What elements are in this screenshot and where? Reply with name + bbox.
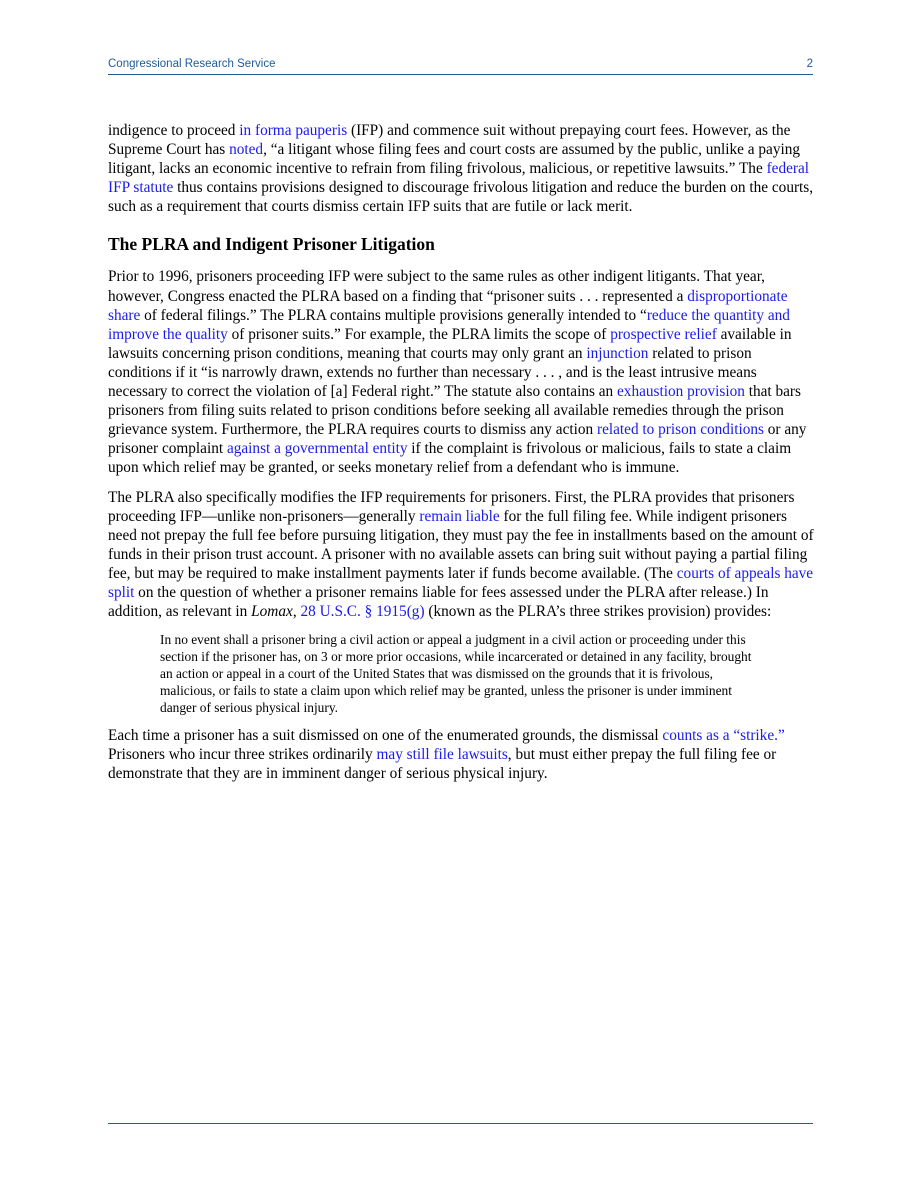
text-run: ,	[292, 603, 301, 621]
text-run: or any prisoner complaint	[108, 421, 807, 458]
text-run: , but must either prepay the full filing fee or demonstrate that they are in imminent danger of serious physical injury.	[108, 746, 777, 783]
page-number: 2	[806, 58, 813, 70]
link-federal-ifp-statute[interactable]: federal IFP statute	[108, 160, 810, 197]
paragraph-strikes	[108, 726, 814, 783]
link-prospective-relief[interactable]: prospective relief	[610, 325, 717, 343]
document-body	[108, 121, 814, 793]
text-run: if the complaint is frivolous or malicious, fails to state a claim upon which relief may be granted, or seeks monetary relief from a defendant who is immune.	[108, 440, 792, 477]
text-run: thus contains provisions designed to discourage frivolous litigation and reduce the burden on the courts, such as a requirement that courts dismiss certain IFP suits that are futile or lack merit.	[108, 179, 814, 216]
paragraph-ifp-intro	[108, 121, 814, 216]
link-disproportionate-share[interactable]: disproportionate share	[108, 287, 788, 324]
text-run: (known as the PLRA’s three strikes provision) provides:	[424, 603, 772, 621]
link-remain-liable[interactable]: remain liable	[419, 507, 500, 525]
link-governmental-entity[interactable]: against a governmental entity	[226, 440, 408, 458]
text-run: of federal filings.” The PLRA contains multiple provisions generally intended to “	[140, 306, 647, 324]
text-run: that bars prisoners from filing suits related to prison conditions before seeking all available remedies through the prison grievance system. Furthermore, the PLRA requires courts to dismiss any action	[108, 383, 801, 439]
link-usc-1915g[interactable]: 28 U.S.C. § 1915(g)	[300, 603, 425, 621]
link-prison-conditions[interactable]: related to prison conditions	[596, 421, 764, 439]
link-courts-split[interactable]: courts of appeals have split	[108, 564, 814, 601]
link-exhaustion-provision[interactable]: exhaustion provision	[617, 383, 745, 401]
paragraph-plra-history	[108, 267, 814, 477]
text-run: of prisoner suits.” For example, the PLRA limits the scope of	[227, 325, 611, 343]
text-run: Prisoners who incur three strikes ordinarily	[108, 746, 377, 764]
text-run: available in lawsuits concerning prison conditions, meaning that courts may only grant an	[108, 325, 792, 362]
text-run: for the full filing fee. While indigent prisoners need not prepay the full fee before pursuing litigation, they must pay the fee in installments based on the amount of funds in their prison trust account. A prisoner with no available assets can bring suit without paying a partial filing fee, but may be required to make installment payments later if funds become available. (The	[108, 507, 814, 582]
block-quote: In no event shall a prisoner bring a civil action or appeal a judgment in a civil action or proceeding under this section if the prisoner has, on 3 or more prior occasions, while incarcerated or detained in any facility, brought an action or appeal in a court of the United States that was dismissed on the grounds that it is frivolous, malicious, or fails to state a claim upon which relief may be granted, unless the prisoner is under imminent danger of serious physical injury.	[160, 632, 752, 716]
text-run: indigence to proceed	[108, 122, 240, 139]
text-run: related to prison conditions if it “is narrowly drawn, extends no further than necessary . . . , and is the least intrusive means necessary to correct the violation of [a] Federal right.” The statute also contains an	[108, 344, 757, 401]
text-run: , “a litigant whose filing fees and court costs are assumed by the public, unlike a paying litigant, lacks an economic incentive to refrain from filing frivolous, malicious, or repetitive lawsuits.” The	[108, 141, 801, 178]
text-run: (IFP) and commence suit without prepaying court fees. However, as the Supreme Court has	[108, 122, 791, 159]
case-name-italic: Lomax	[251, 603, 293, 621]
paragraph-ifp-requirements	[108, 488, 814, 622]
link-counts-as-strike[interactable]: counts as a “strike.”	[662, 727, 785, 745]
text-run: Each time a prisoner has a suit dismissed on one of the enumerated grounds, the dismissal	[108, 727, 663, 745]
section-heading: The PLRA and Indigent Prisoner Litigation	[108, 234, 435, 255]
text-run: The PLRA also specifically modifies the IFP requirements for prisoners. First, the PLRA provides that prisoners proceeding IFP—unlike non-prisoners—generally	[108, 488, 795, 525]
link-may-still-file[interactable]: may still file lawsuits	[376, 746, 508, 764]
link-injunction[interactable]: injunction	[586, 344, 649, 362]
text-run: Prior to 1996, prisoners proceeding IFP were subject to the same rules as other indigent litigants. That year, however, Congress enacted the PLRA based on a finding that “prisoner suits . . . represented a	[108, 268, 766, 305]
link-reduce-quantity[interactable]: reduce the quantity and improve the quality	[108, 306, 790, 343]
link-noted[interactable]: noted	[229, 141, 264, 159]
header-organization: Congressional Research Service	[108, 58, 276, 70]
page-header	[108, 56, 813, 75]
text-run: on the question of whether a prisoner remains liable for fees assessed under the PLRA after release.) In addition, as relevant in	[108, 583, 769, 621]
link-in-forma-pauperis[interactable]: in forma pauperis	[239, 122, 348, 139]
footer-rule	[108, 1123, 813, 1124]
